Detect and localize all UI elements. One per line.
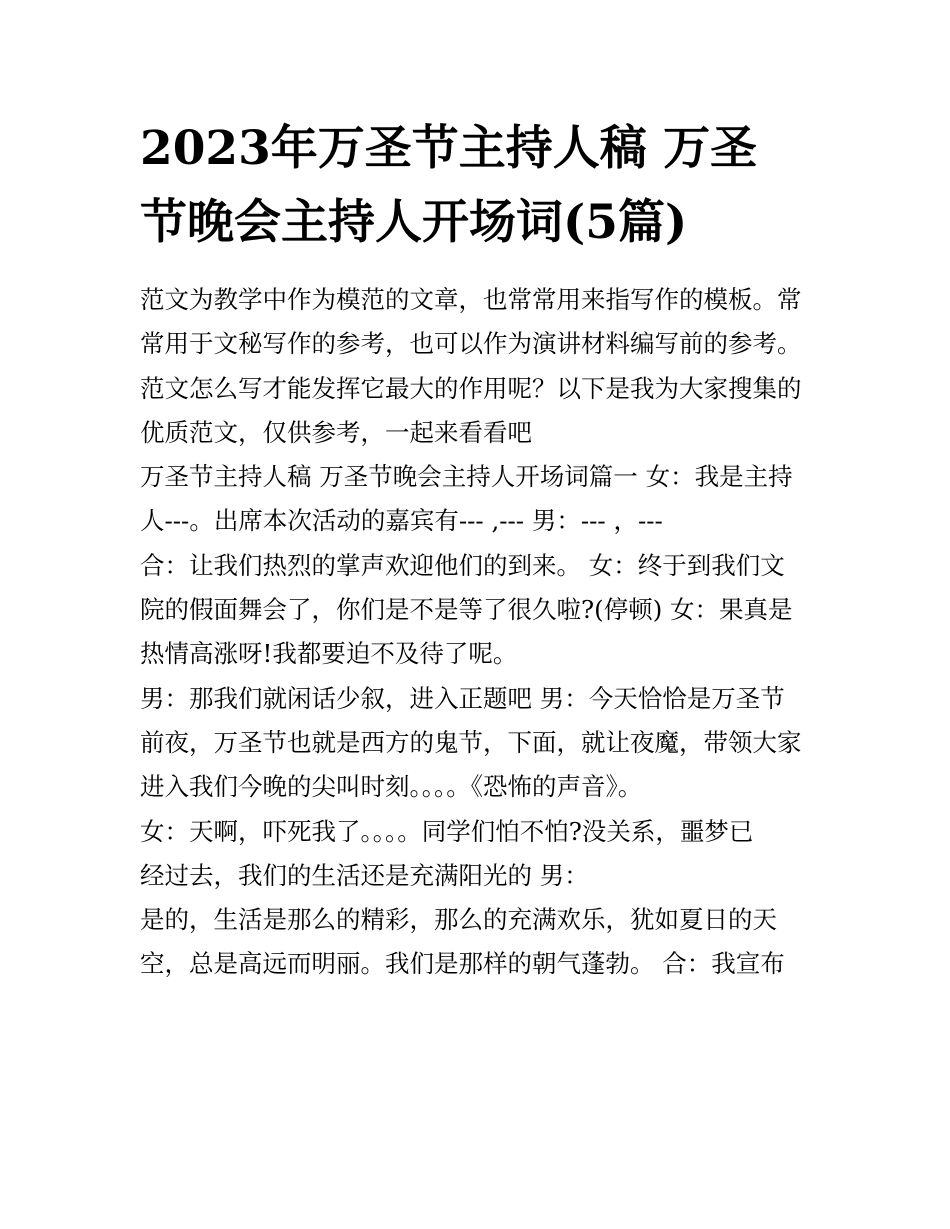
body-line: 人---。出席本次活动的嘉宾有--- ,--- 男：--- ，--- [140, 506, 663, 536]
title-line: 2023年万圣节主持人稿 万圣 [140, 121, 758, 176]
body-line: 热情高涨呀!我都要迫不及待了呢。 [140, 639, 518, 669]
body-line: 是的，生活是那么的精彩，那么的充满欢乐，犹如夏日的天 [140, 905, 777, 935]
body-line: 前夜，万圣节也就是西方的鬼节，下面，就让夜魔，带领大家 [140, 727, 802, 757]
body-line: 经过去，我们的生活还是充满阳光的 男： [140, 860, 589, 890]
body-line: 常用于文秘写作的参考，也可以作为演讲材料编写前的参考。 [140, 329, 802, 359]
body-line: 女：天啊，吓死我了。。。。同学们怕不怕?没关系，噩梦已 [140, 816, 754, 846]
body-line: 范文为教学中作为模范的文章，也常常用来指写作的模板。常 [140, 285, 802, 314]
body-line: 万圣节主持人稿 万圣节晚会主持人开场词篇一 女：我是主持 [140, 462, 793, 492]
body-line: 男：那我们就闲话少叙，进入正题吧 男：今天恰恰是万圣节 [140, 683, 785, 713]
body-line: 合：让我们热烈的掌声欢迎他们的到来。 女：终于到我们文 [140, 550, 785, 580]
body-line: 院的假面舞会了，你们是不是等了很久啦?(停顿) 女：果真是 [140, 595, 793, 625]
body-line: 优质范文，仅供参考，一起来看看吧 [140, 417, 532, 447]
body-line: 进入我们今晚的尖叫时刻。。。。《恐怖的声音》。 [140, 772, 643, 802]
document-body [140, 278, 820, 987]
title-line: 节晚会主持人开场词(5篇) [140, 195, 688, 250]
body-line: 范文怎么写才能发挥它最大的作用呢？以下是我为大家搜集的 [140, 373, 802, 403]
document-title [140, 112, 820, 260]
body-line: 空，总是高远而明丽。我们是那样的朝气蓬勃。 合：我宣布 [140, 949, 785, 979]
